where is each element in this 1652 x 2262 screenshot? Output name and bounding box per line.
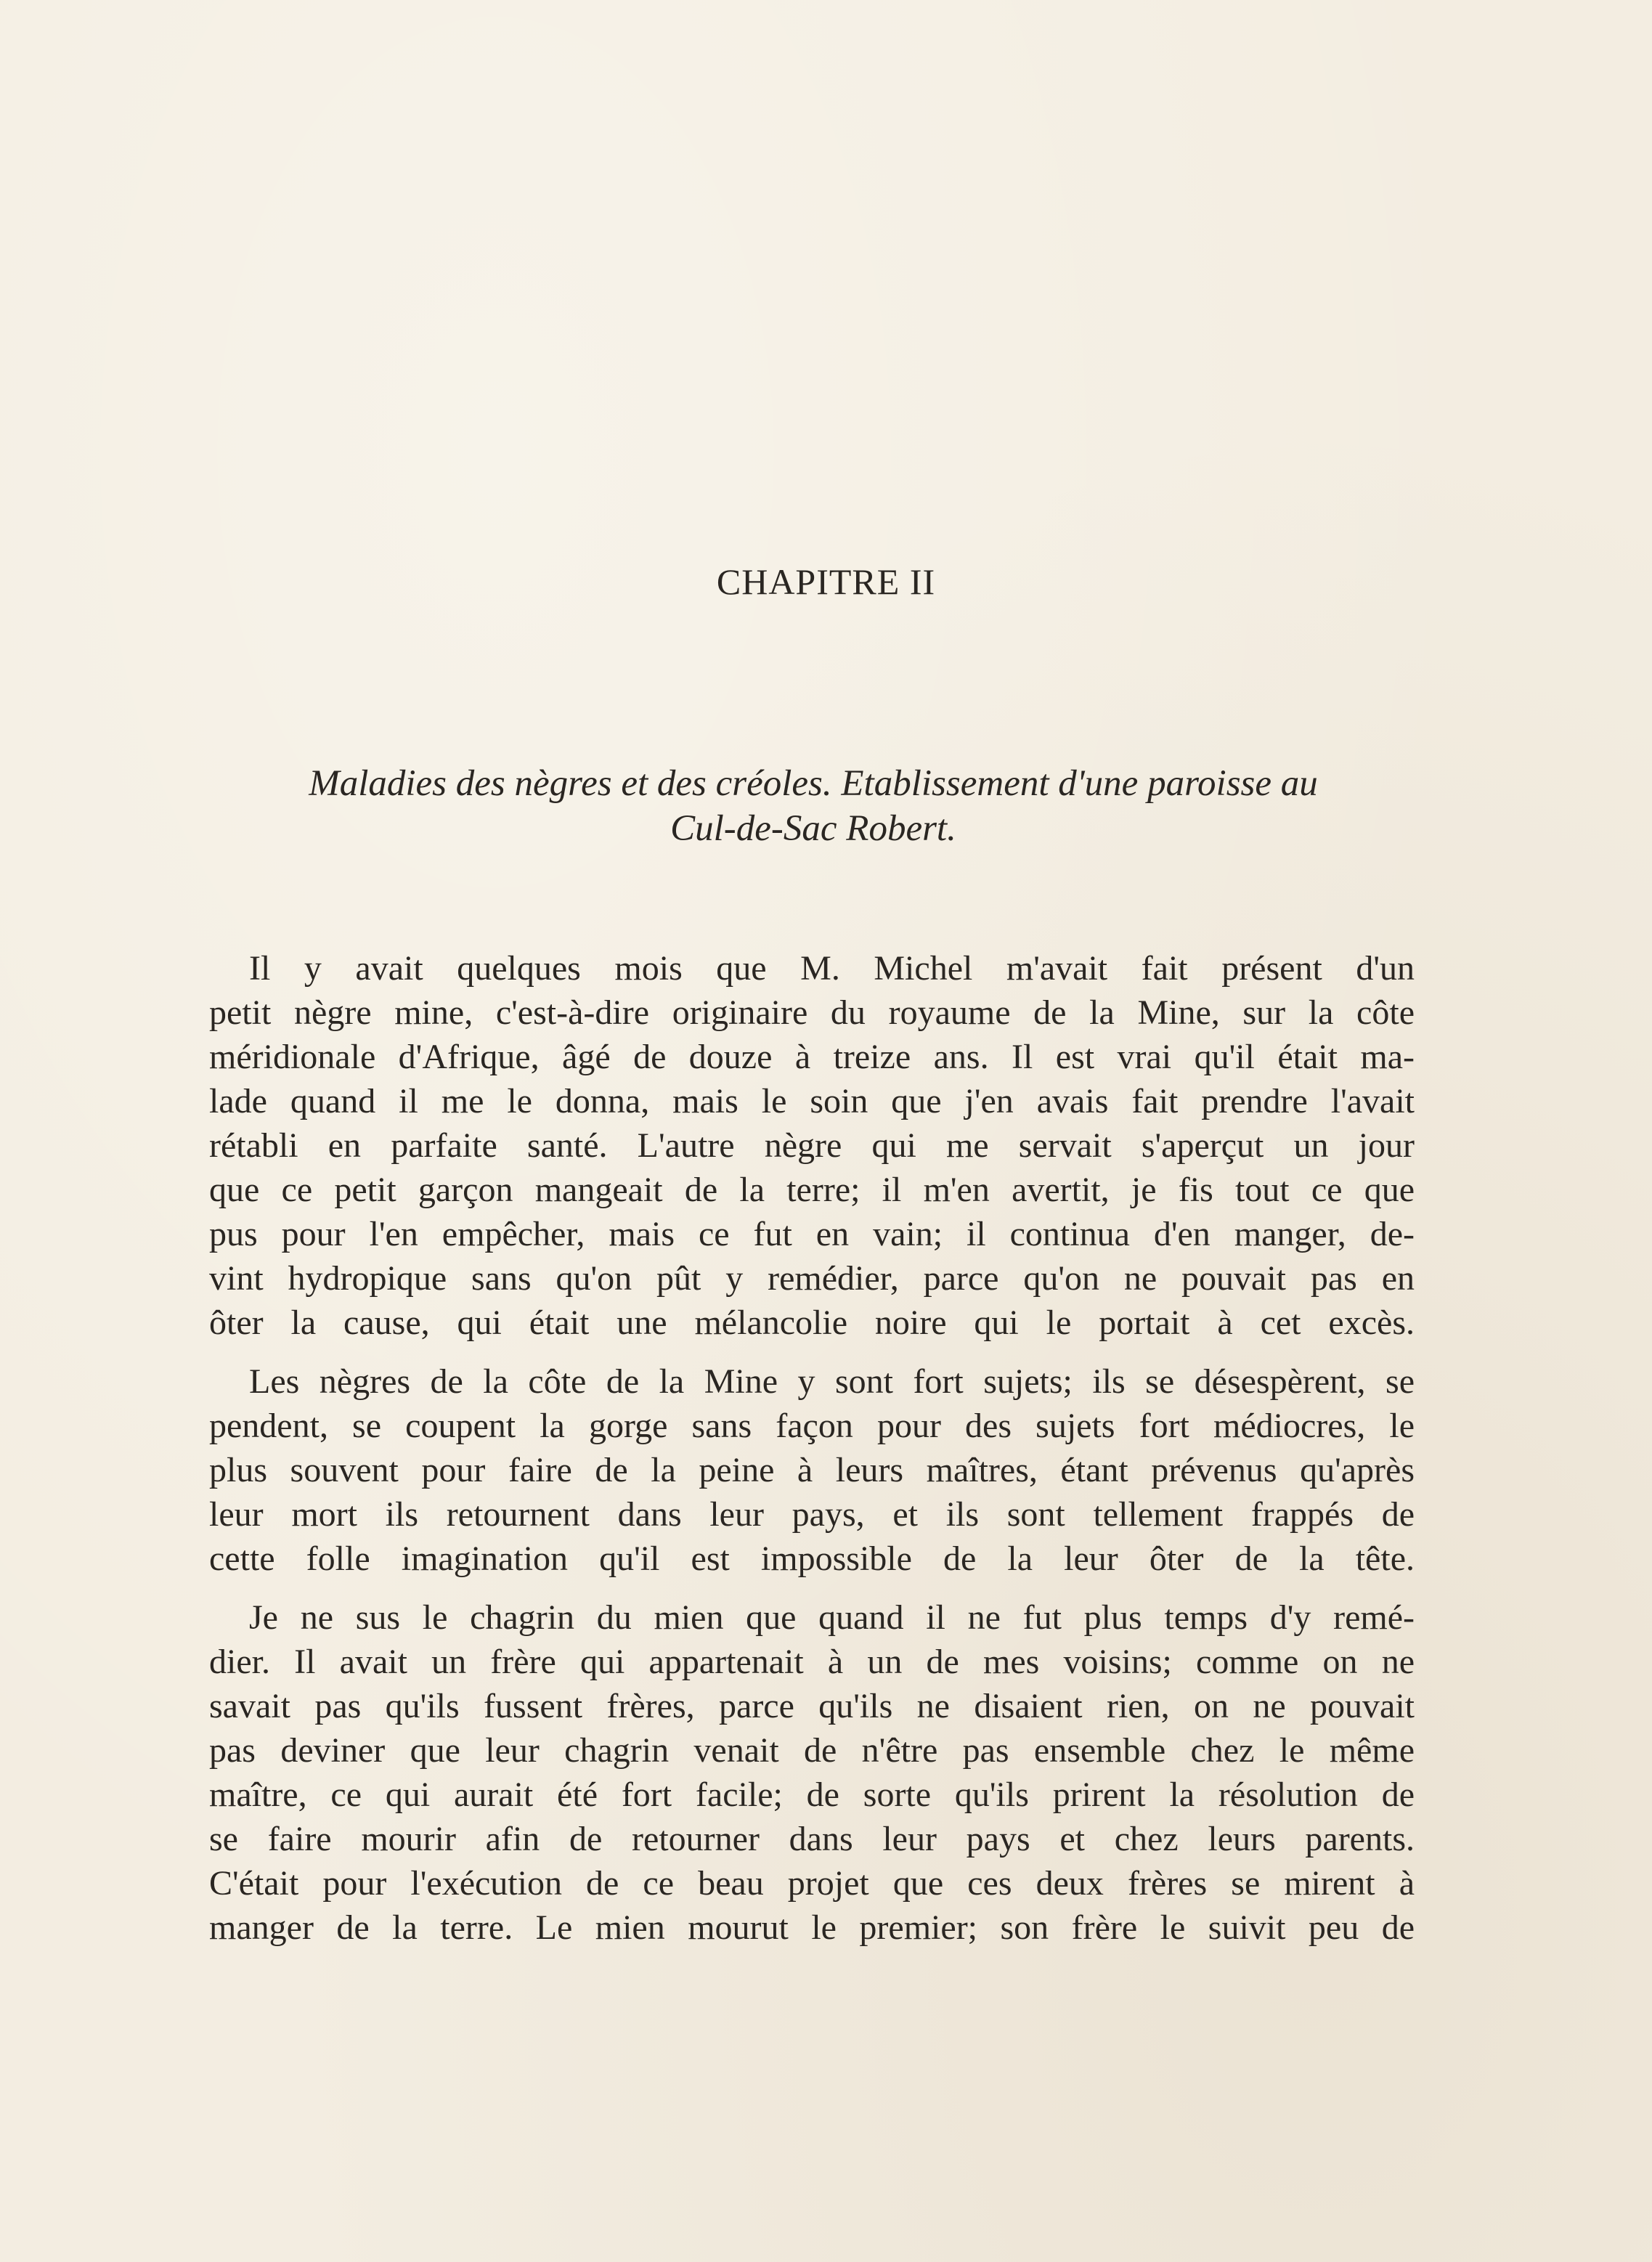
body-text — [209, 946, 1415, 1950]
text-line: se faire mourir afin de retourner dans leur pays et chez leurs parents. — [209, 1820, 1415, 1858]
text-line: plus souvent pour faire de la peine à leurs maîtres, étant prévenus qu'après — [209, 1451, 1415, 1489]
text-line: méridionale d'Afrique, âgé de douze à treize ans. Il est vrai qu'il était ma- — [209, 1038, 1415, 1076]
text-line: maître, ce qui aurait été fort facile; de sorte qu'ils prirent la résolution de — [209, 1775, 1415, 1814]
chapter-summary-line: Maladies des nègres et des créoles. Etablissement d'une paroisse au — [309, 763, 1318, 804]
paragraph-2 — [209, 1359, 1415, 1581]
text-line: dier. Il avait un frère qui appartenait à un de mes voisins; comme on ne — [209, 1643, 1415, 1681]
text-line: Je ne sus le chagrin du mien que quand il ne fut plus temps d'y remé- — [249, 1598, 1415, 1637]
text-line: petit nègre mine, c'est-à-dire originaire du royaume de la Mine, sur la côte — [209, 993, 1415, 1032]
paragraph-1 — [209, 946, 1415, 1345]
text-line: que ce petit garçon mangeait de la terre; il m'en avertit, je fis tout ce que — [209, 1171, 1415, 1209]
text-line: pus pour l'en empêcher, mais ce fut en vain; il continua d'en manger, de- — [209, 1215, 1415, 1253]
text-line: leur mort ils retournent dans leur pays, et ils sont tellement frappés de — [209, 1495, 1415, 1534]
chapter-heading: CHAPITRE II — [716, 561, 936, 602]
text-line: manger de la terre. Le mien mourut le premier; son frère le suivit peu de — [209, 1908, 1415, 1947]
chapter-summary-line: Cul-de-Sac Robert. — [670, 808, 956, 849]
text-line: rétabli en parfaite santé. L'autre nègre qui me servait s'aperçut un jour — [209, 1126, 1415, 1165]
text-line: pendent, se coupent la gorge sans façon pour des sujets fort médiocres, le — [209, 1407, 1415, 1445]
text-line: pas deviner que leur chagrin venait de n'être pas ensemble chez le même — [209, 1731, 1415, 1770]
text-line: Les nègres de la côte de la Mine y sont fort sujets; ils se désespèrent, se — [249, 1362, 1415, 1401]
text-line: savait pas qu'ils fussent frères, parce qu'ils ne disaient rien, on ne pouvait — [209, 1687, 1415, 1725]
text-line: lade quand il me le donna, mais le soin que j'en avais fait prendre l'avait — [209, 1082, 1415, 1120]
paragraph-3 — [209, 1595, 1415, 1950]
text-line: ôter la cause, qui était une mélancolie noire qui le portait à cet excès. — [209, 1303, 1415, 1342]
chapter-summary — [211, 761, 1416, 851]
text-line: C'était pour l'exécution de ce beau projet que ces deux frères se mirent à — [209, 1864, 1415, 1903]
text-line: vint hydropique sans qu'on pût y remédier, parce qu'on ne pouvait pas en — [209, 1259, 1415, 1298]
text-line: Il y avait quelques mois que M. Michel m'avait fait présent d'un — [249, 949, 1415, 988]
text-line: cette folle imagination qu'il est impossible de la leur ôter de la tête. — [209, 1539, 1415, 1578]
